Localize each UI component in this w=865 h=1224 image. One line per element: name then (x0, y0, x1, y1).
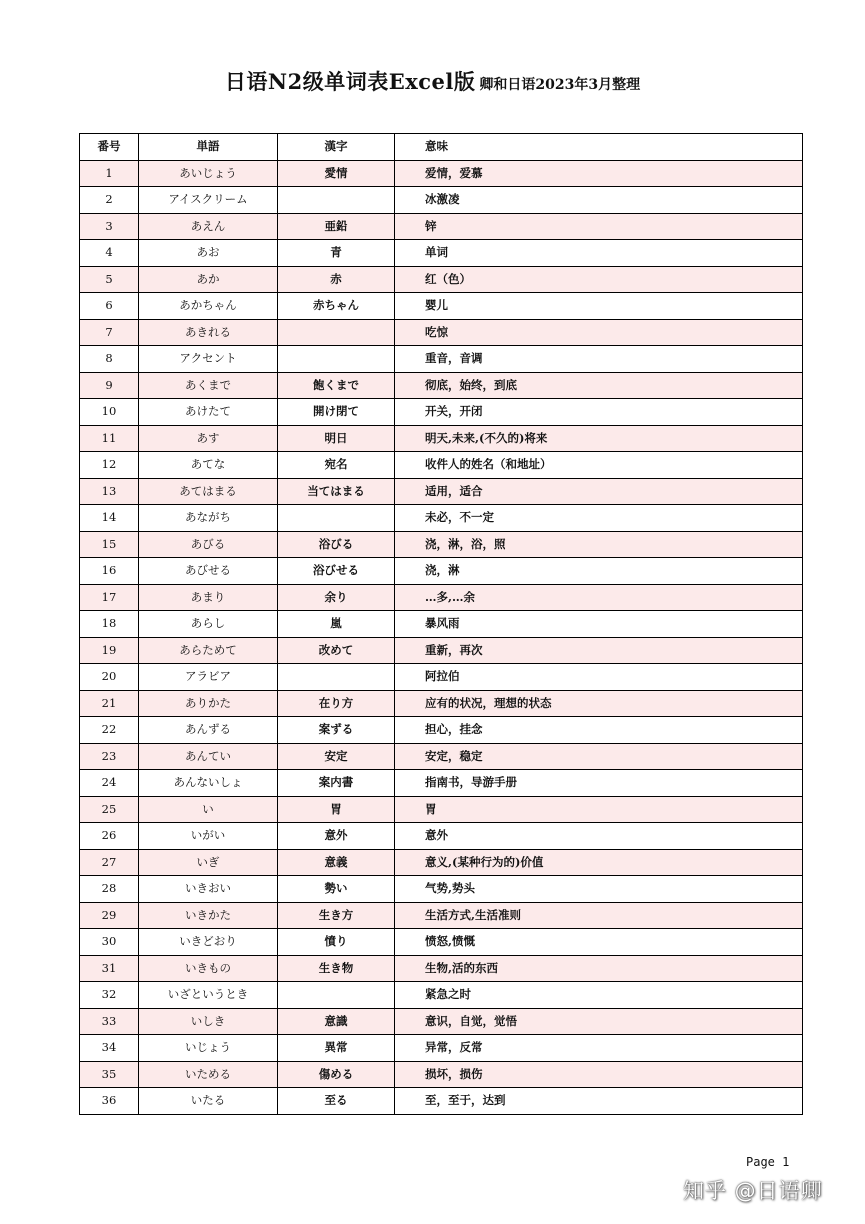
cell-word: アクセント (139, 346, 278, 373)
cell-number: 21 (80, 690, 139, 717)
cell-meaning: 生物,活的东西 (395, 955, 803, 982)
cell-kanji: 案内書 (278, 770, 395, 797)
cell-number: 34 (80, 1035, 139, 1062)
cell-word: あかちゃん (139, 293, 278, 320)
table-row (80, 160, 803, 187)
cell-meaning: 红（色） (395, 266, 803, 293)
cell-meaning: 明天,未来,(不久的)将来 (395, 425, 803, 452)
cell-meaning: 重新，再次 (395, 637, 803, 664)
cell-meaning: 吃惊 (395, 319, 803, 346)
table-row (80, 425, 803, 452)
table-row (80, 1008, 803, 1035)
cell-number: 29 (80, 902, 139, 929)
cell-meaning: …多,…余 (395, 584, 803, 611)
cell-number: 10 (80, 399, 139, 426)
watermark: 知乎 @日语卿 (683, 1179, 823, 1203)
cell-meaning: 适用，适合 (395, 478, 803, 505)
cell-number: 1 (80, 160, 139, 187)
cell-meaning: 浇，淋，浴，照 (395, 531, 803, 558)
cell-word: あらためて (139, 637, 278, 664)
cell-kanji (278, 187, 395, 214)
table-row (80, 505, 803, 532)
table-row (80, 876, 803, 903)
cell-word: あまり (139, 584, 278, 611)
table-row (80, 955, 803, 982)
header-kanji: 漢字 (278, 134, 395, 161)
cell-number: 18 (80, 611, 139, 638)
cell-kanji: 愛情 (278, 160, 395, 187)
cell-meaning: 生活方式,生活准则 (395, 902, 803, 929)
cell-kanji: 青 (278, 240, 395, 267)
table-row (80, 902, 803, 929)
cell-meaning: 指南书，导游手册 (395, 770, 803, 797)
cell-word: あんないしょ (139, 770, 278, 797)
cell-number: 16 (80, 558, 139, 585)
table-row (80, 1088, 803, 1115)
table-row (80, 611, 803, 638)
table-row (80, 770, 803, 797)
cell-word: あびせる (139, 558, 278, 585)
cell-meaning: 愤怒,愤慨 (395, 929, 803, 956)
cell-kanji (278, 319, 395, 346)
cell-word: いきどおり (139, 929, 278, 956)
cell-kanji: 改めて (278, 637, 395, 664)
cell-kanji (278, 982, 395, 1009)
cell-number: 27 (80, 849, 139, 876)
cell-word: いざというとき (139, 982, 278, 1009)
table-row (80, 743, 803, 770)
cell-meaning: 意义,(某种行为的)价值 (395, 849, 803, 876)
cell-word: いしき (139, 1008, 278, 1035)
table-header-row (80, 134, 803, 161)
cell-meaning: 浇，淋 (395, 558, 803, 585)
header-meaning: 意味 (395, 134, 803, 161)
header-word: 単語 (139, 134, 278, 161)
cell-word: あらし (139, 611, 278, 638)
cell-word: いきもの (139, 955, 278, 982)
cell-number: 5 (80, 266, 139, 293)
cell-number: 15 (80, 531, 139, 558)
table-row (80, 372, 803, 399)
table-row (80, 478, 803, 505)
table-body (80, 160, 803, 1114)
cell-word: あえん (139, 213, 278, 240)
cell-meaning: 应有的状况，理想的状态 (395, 690, 803, 717)
cell-word: あびる (139, 531, 278, 558)
table-row (80, 346, 803, 373)
cell-meaning: 损坏，损伤 (395, 1061, 803, 1088)
cell-kanji: 案ずる (278, 717, 395, 744)
table-row (80, 293, 803, 320)
table-row (80, 690, 803, 717)
cell-word: あか (139, 266, 278, 293)
cell-kanji: 意識 (278, 1008, 395, 1035)
cell-word: アイスクリーム (139, 187, 278, 214)
table-row (80, 717, 803, 744)
cell-kanji: 宛名 (278, 452, 395, 479)
cell-kanji: 傷める (278, 1061, 395, 1088)
cell-word: アラビア (139, 664, 278, 691)
table-row (80, 187, 803, 214)
cell-number: 31 (80, 955, 139, 982)
cell-number: 22 (80, 717, 139, 744)
cell-kanji: 赤ちゃん (278, 293, 395, 320)
cell-meaning: 至，至于，达到 (395, 1088, 803, 1115)
cell-word: あんずる (139, 717, 278, 744)
cell-meaning: 担心，挂念 (395, 717, 803, 744)
cell-word: いきおい (139, 876, 278, 903)
cell-number: 26 (80, 823, 139, 850)
table-row (80, 531, 803, 558)
cell-kanji: 生き物 (278, 955, 395, 982)
cell-meaning: 婴儿 (395, 293, 803, 320)
cell-kanji: 飽くまで (278, 372, 395, 399)
cell-number: 2 (80, 187, 139, 214)
cell-number: 23 (80, 743, 139, 770)
table-row (80, 558, 803, 585)
cell-kanji: 在り方 (278, 690, 395, 717)
cell-kanji: 浴びせる (278, 558, 395, 585)
cell-meaning: 胃 (395, 796, 803, 823)
table-row (80, 664, 803, 691)
header-number: 番号 (80, 134, 139, 161)
document-title (0, 66, 865, 96)
cell-word: あす (139, 425, 278, 452)
cell-kanji: 勢い (278, 876, 395, 903)
cell-kanji: 開け閉て (278, 399, 395, 426)
cell-number: 30 (80, 929, 139, 956)
cell-meaning: 意外 (395, 823, 803, 850)
table-row (80, 849, 803, 876)
cell-word: あきれる (139, 319, 278, 346)
cell-word: いぎ (139, 849, 278, 876)
cell-word: あお (139, 240, 278, 267)
cell-number: 20 (80, 664, 139, 691)
table-row (80, 452, 803, 479)
cell-meaning: 紧急之时 (395, 982, 803, 1009)
cell-number: 32 (80, 982, 139, 1009)
cell-word: あてはまる (139, 478, 278, 505)
table-row (80, 929, 803, 956)
cell-meaning: 冰激凌 (395, 187, 803, 214)
cell-number: 25 (80, 796, 139, 823)
cell-kanji: 明日 (278, 425, 395, 452)
table-row (80, 399, 803, 426)
cell-kanji: 意義 (278, 849, 395, 876)
table-row (80, 1061, 803, 1088)
cell-meaning: 爱情，爱慕 (395, 160, 803, 187)
cell-number: 13 (80, 478, 139, 505)
cell-number: 8 (80, 346, 139, 373)
cell-kanji: 生き方 (278, 902, 395, 929)
table-row (80, 823, 803, 850)
cell-kanji (278, 505, 395, 532)
table-row (80, 240, 803, 267)
cell-number: 28 (80, 876, 139, 903)
cell-meaning: 彻底，始终，到底 (395, 372, 803, 399)
cell-number: 11 (80, 425, 139, 452)
cell-meaning: 重音，音调 (395, 346, 803, 373)
cell-meaning: 收件人的姓名（和地址） (395, 452, 803, 479)
page-number: Page 1 (746, 1155, 790, 1169)
cell-word: いたる (139, 1088, 278, 1115)
vocabulary-table (79, 133, 803, 1115)
cell-meaning: 未必，不一定 (395, 505, 803, 532)
cell-word: あけたて (139, 399, 278, 426)
cell-meaning: 阿拉伯 (395, 664, 803, 691)
cell-meaning: 开关，开闭 (395, 399, 803, 426)
cell-kanji: 浴びる (278, 531, 395, 558)
cell-number: 36 (80, 1088, 139, 1115)
cell-meaning: 单词 (395, 240, 803, 267)
cell-kanji: 亜鉛 (278, 213, 395, 240)
cell-meaning: 意识，自觉，觉悟 (395, 1008, 803, 1035)
table-row (80, 1035, 803, 1062)
table-row (80, 637, 803, 664)
cell-word: いためる (139, 1061, 278, 1088)
cell-meaning: 安定，稳定 (395, 743, 803, 770)
title-subtitle: 卿和日语2023年3月整理 (479, 77, 641, 93)
cell-kanji: 意外 (278, 823, 395, 850)
cell-word: ありかた (139, 690, 278, 717)
cell-kanji: 異常 (278, 1035, 395, 1062)
cell-number: 3 (80, 213, 139, 240)
cell-word: あてな (139, 452, 278, 479)
cell-word: いじょう (139, 1035, 278, 1062)
cell-number: 9 (80, 372, 139, 399)
cell-number: 14 (80, 505, 139, 532)
table-row (80, 266, 803, 293)
cell-number: 24 (80, 770, 139, 797)
cell-word: あんてい (139, 743, 278, 770)
cell-word: いがい (139, 823, 278, 850)
table-row (80, 982, 803, 1009)
cell-kanji (278, 664, 395, 691)
cell-kanji: 余り (278, 584, 395, 611)
cell-word: あいじょう (139, 160, 278, 187)
cell-meaning: 暴风雨 (395, 611, 803, 638)
cell-word: あながち (139, 505, 278, 532)
cell-number: 12 (80, 452, 139, 479)
cell-kanji: 胃 (278, 796, 395, 823)
cell-word: あくまで (139, 372, 278, 399)
cell-kanji: 嵐 (278, 611, 395, 638)
table-row (80, 796, 803, 823)
cell-kanji: 至る (278, 1088, 395, 1115)
cell-number: 4 (80, 240, 139, 267)
cell-number: 35 (80, 1061, 139, 1088)
table-row (80, 319, 803, 346)
cell-meaning: 气势,势头 (395, 876, 803, 903)
cell-meaning: 异常，反常 (395, 1035, 803, 1062)
cell-number: 33 (80, 1008, 139, 1035)
cell-number: 19 (80, 637, 139, 664)
cell-number: 6 (80, 293, 139, 320)
cell-kanji: 当てはまる (278, 478, 395, 505)
table-row (80, 584, 803, 611)
title-main: 日语N2级单词表Excel版 (224, 69, 476, 94)
cell-kanji: 憤り (278, 929, 395, 956)
cell-number: 17 (80, 584, 139, 611)
cell-word: い (139, 796, 278, 823)
cell-meaning: 锌 (395, 213, 803, 240)
cell-kanji: 赤 (278, 266, 395, 293)
table-row (80, 213, 803, 240)
cell-number: 7 (80, 319, 139, 346)
cell-word: いきかた (139, 902, 278, 929)
cell-kanji: 安定 (278, 743, 395, 770)
cell-kanji (278, 346, 395, 373)
